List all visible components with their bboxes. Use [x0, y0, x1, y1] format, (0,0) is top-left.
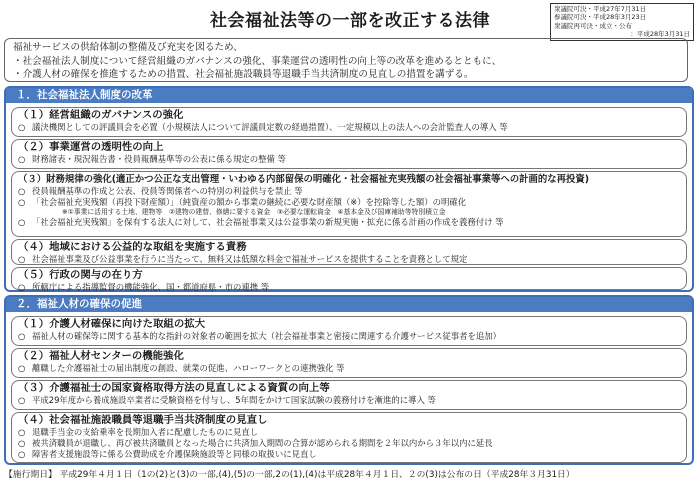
subsection-transparency	[11, 139, 687, 169]
footnote: ※①事業に活用する土地、建物等 ②建物の建替、修繕に要する資金 ③必要な運転資金 ④基本金及び国庫補助等特別積立金	[62, 208, 446, 217]
subsection-title: （４）社会福祉施設職員等退職手当共済制度の見直し	[18, 414, 268, 426]
section-social-welfare-corporation-reform	[4, 86, 694, 292]
bullet-item: ○ 「社会福祉充実残額（再投下財産額）」（純資産の額から事業の継続に必要な財産額（※）を控除等した額）の明確化	[18, 197, 467, 208]
subsection-title: （５）行政の関与の在り方	[18, 269, 143, 281]
subsection-governance	[11, 107, 687, 137]
bullet-item: ○ 議決機関としての評議員会を必置（小規模法人について評議員定数の経過措置）、一定規模以上の法人への会計監査人の導入 等	[18, 122, 508, 132]
page-title: 社会福祉法等の一部を改正する法律	[210, 11, 490, 31]
subsection-title: （３）財務規律の強化(適正かつ公正な支出管理・いわゆる内部留保の明確化・社会福祉充実残額の社会福祉事業等への計画的な再投資)	[18, 174, 590, 185]
subsection-personnel-center	[11, 348, 687, 378]
subsection-retirement-allowance	[11, 412, 687, 463]
subsection-administrative-role	[11, 267, 687, 290]
intro-box	[4, 38, 688, 82]
bullet-item: ○ 財務諸表・現況報告書・役員報酬基準等の公表に係る規定の整備 等	[18, 154, 286, 164]
section-welfare-personnel	[4, 295, 694, 465]
legislative-dates-box	[550, 3, 694, 41]
intro-line-1: 福祉サービスの供給体制の整備及び充実を図るため、	[13, 42, 243, 53]
bullet-item: ○ 福祉人材の確保等に関する基本的な指針の対象者の範囲を拡大（社会福祉事業と密接に関連する介護サービス従事者を追加）	[18, 331, 501, 341]
bullet-item: ○ 所轄庁による指導監督の機能強化、国・都道府県・市の連携 等	[18, 282, 270, 292]
subsection-certification	[11, 380, 687, 410]
date-line-2: 参議院可決・平成28年3月23日	[554, 13, 647, 22]
date-line-1: 衆議院可決・平成27年7月31日	[554, 5, 647, 13]
subsection-care-workforce	[11, 316, 687, 346]
subsection-title: （４）地域における公益的な取組を実施する責務	[18, 241, 247, 253]
subsection-public-interest-duty	[11, 239, 687, 265]
section-heading: １．社会福祉法人制度の改革	[6, 88, 692, 103]
bullet-item: ○ 社会福祉事業及び公益事業を行うに当たって、無料又は低額な料金で福祉サービスを提供することを責務として規定	[18, 254, 468, 264]
intro-line-3: ・介護人材の確保を推進するための措置、社会福祉施設職員等退職手当共済制度の見直しの措置を講ずる。	[13, 69, 474, 81]
bullet-item: ○ 退職手当金の支給乗率を長期加入者に配慮したものに見直し	[18, 427, 259, 437]
section-heading: ２．福祉人材の確保の促進	[6, 297, 692, 312]
bullet-item: ○ 平成29年度から養成施設卒業者に受験資格を付与し、5年間をかけて国家試験の義務付けを漸進的に導入 等	[18, 395, 436, 405]
bullet-item: ○ 障害者支援施設等に係る公費助成を介護保険施設等と同様の取扱いに見直し	[18, 449, 317, 460]
bullet-item: ○ 被共済職員が退職し、再び被共済職員となった場合に共済加入期間の合算が認められる期間を２年以内から３年以内に延長	[18, 438, 493, 449]
subsection-title: （２）福祉人材センターの機能強化	[18, 350, 184, 362]
bullet-item: ○ 役員報酬基準の作成と公表、役員等関係者への特別の利益供与を禁止 等	[18, 186, 303, 196]
subsection-title: （２）事業運営の透明性の向上	[18, 141, 164, 153]
date-line-3: 衆議院再可決・成立・公布	[554, 21, 632, 30]
bullet-item: ○ 「社会福祉充実残額」を保有する法人に対して、社会福祉事業又は公益事業の新規実施・拡充に係る計画の作成を義務付け 等	[18, 217, 504, 228]
subsection-title: （３）介護福祉士の国家資格取得方法の見直しによる資質の向上等	[18, 382, 330, 394]
subsection-title: （１）介護人材確保に向けた取組の拡大	[18, 318, 206, 330]
date-line-4: ：平成28年3月31日	[630, 30, 690, 39]
bullet-item: ○ 離職した介護福祉士の届出制度の創設、就業の促進、ハローワークとの連携強化 等	[18, 363, 345, 373]
effective-date-footer: 【施行期日】 平成29年４月１日（1の(2)と(3)の一部,(4),(5)の一部,2の(1),(4)は平成28年４月１日、２の(3)は公布の日（平成28年３月31日）	[4, 470, 575, 480]
intro-line-2: ・社会福祉法人制度について経営組織のガバナンスの強化、事業運営の透明性の向上等の改革を進めるとともに、	[13, 55, 502, 67]
subsection-financial-discipline	[11, 171, 687, 237]
subsection-title: （１）経営組織のガバナンスの強化	[18, 109, 184, 121]
